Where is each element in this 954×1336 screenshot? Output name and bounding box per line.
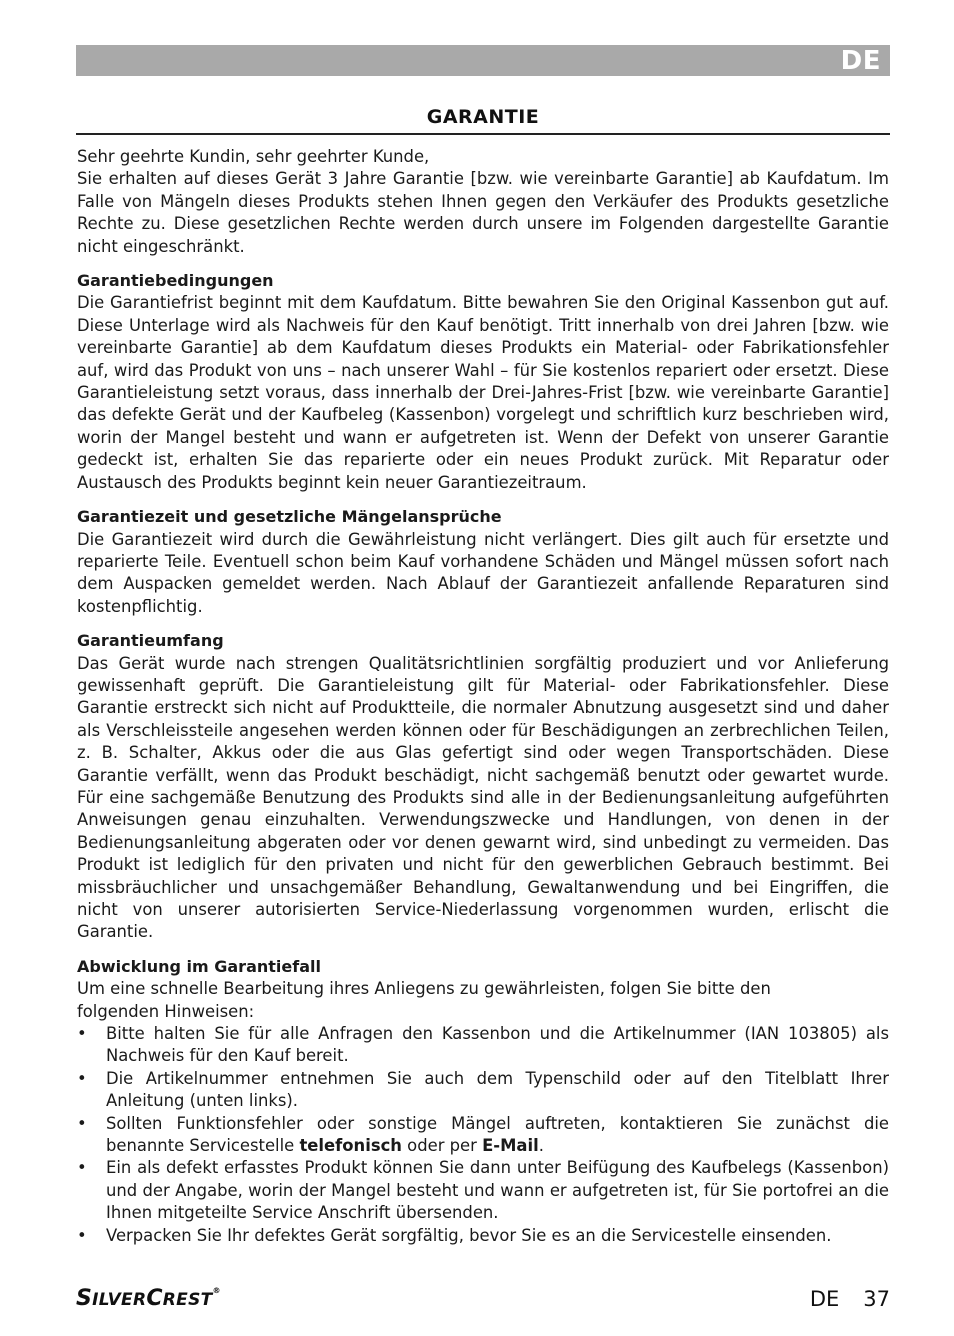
section-heading-period: Garantiezeit und gesetzliche Mängelansprüche bbox=[77, 507, 502, 527]
section-text-conditions: Die Garantiefrist beginnt mit dem Kaufdatum. Bitte bewahren Sie den Original Kassenbon gut auf. Diese Unterlage wird als Nachweis für den Kauf benötigt. Tritt innerhalb von drei Jahren [bzw. wie vereinbarte Garantie] ab dem Kaufdatum dieses Produkts ein Material- oder Fabrikationsfehler auf, wird das Produkt von uns – nach unserer Wahl – für Sie kostenlos repariert oder ersetzt. Diese Garantieleistung setzt voraus, dass innerhalb der Drei-Jahres-Frist [bzw. wie vereinbarte Garantie] das defekte Gerät und der Kaufbeleg (Kassenbon) vorgelegt und schriftlich kurz beschrieben wird, worin der Mangel besteht und wann er aufgetreten ist. Wenn der Defekt von unserer Garantie gedeckt ist, erhalten Sie das reparierte oder ein neues Produkt zurück. Mit Reparatur oder Austausch des Produkts beginnt kein neuer Garantiezeitraum. bbox=[77, 293, 889, 492]
list-item bbox=[77, 1023, 889, 1068]
registered-mark: ® bbox=[212, 1286, 221, 1295]
email-emphasis: E-Mail bbox=[482, 1136, 539, 1156]
section-heading-handling: Abwicklung im Garantiefall bbox=[77, 956, 321, 976]
list-item-text: Bitte halten Sie für alle Anfragen den Kassenbon und die Artikelnummer (IAN 103805) als Nachweis für den Kauf bereit. bbox=[106, 1024, 889, 1066]
list-item-text: Verpacken Sie Ihr defektes Gerät sorgfältig, bevor Sie es an die Servicestelle einsenden. bbox=[106, 1225, 832, 1245]
title-underline bbox=[76, 133, 890, 135]
section-heading-conditions: Garantiebedingungen bbox=[77, 271, 274, 291]
brand-logo-part: C bbox=[146, 1286, 163, 1311]
handling-intro-line-2: folgenden Hinweisen: bbox=[77, 1001, 255, 1021]
section-text-period: Die Garantiezeit wird durch die Gewährleistung nicht verlängert. Dies gilt auch für ersetzte und reparierte Teile. Eventuell schon beim Kauf vorhandene Schäden und Mängel müssen sofort nach dem Auspacken gemeldet werden. Nach Ablauf der Garantiezeit anfallende Reparaturen sind kostenpflichtig. bbox=[77, 529, 889, 616]
list-item-text-part: . bbox=[538, 1136, 544, 1156]
bullet-icon: • bbox=[77, 1024, 87, 1044]
page-number: 37 bbox=[863, 1287, 890, 1311]
brand-logo-part: REST bbox=[162, 1290, 213, 1310]
handling-list bbox=[77, 1023, 889, 1247]
footer-language: DE bbox=[809, 1287, 840, 1311]
page-title: GARANTIE bbox=[426, 106, 540, 128]
section-heading-scope: Garantieumfang bbox=[77, 631, 224, 651]
list-item-text: Die Artikelnummer entnehmen Sie auch dem Typenschild oder auf den Titelblatt Ihrer Anleitung (unten links). bbox=[106, 1068, 889, 1111]
phone-emphasis: telefonisch bbox=[299, 1136, 402, 1156]
warranty-content bbox=[77, 146, 889, 1247]
bullet-icon: • bbox=[77, 1068, 87, 1088]
list-item-text: Ein als defekt erfasstes Produkt können Sie dann unter Beifügung des Kaufbelegs (Kassenbon) und der Angabe, worin der Mangel besteht und wann er aufgetreten ist, für Sie portofrei an die Ihnen mitgeteilte Service Anschrift übersenden. bbox=[106, 1158, 889, 1223]
list-item bbox=[77, 1225, 889, 1247]
list-item bbox=[77, 1068, 889, 1113]
list-item bbox=[77, 1157, 889, 1224]
bullet-icon: • bbox=[77, 1113, 87, 1133]
list-item bbox=[77, 1113, 889, 1158]
language-tag: DE bbox=[840, 46, 881, 76]
header-bar bbox=[76, 45, 890, 76]
brand-logo bbox=[76, 1286, 221, 1311]
salutation: Sehr geehrte Kundin, sehr geehrter Kunde, bbox=[77, 147, 430, 166]
brand-logo-part: ILVER bbox=[92, 1290, 147, 1310]
list-item-text-part: oder per bbox=[401, 1136, 483, 1156]
list-item-text-part: Sollten Funktionsfehler oder sonstige Mängel auftreten, kontaktieren Sie zunächst die benannte Servicestelle bbox=[106, 1113, 889, 1156]
bullet-icon: • bbox=[77, 1225, 87, 1245]
page-footer bbox=[810, 1287, 890, 1311]
section-text-scope: Das Gerät wurde nach strengen Qualitätsrichtlinien sorgfältig produziert und vor Anlieferung gewissenhaft geprüft. Die Garantieleistung gilt für Material- oder Fabrikationsfehler. Diese Garantie erstreckt sich nicht auf Produktteile, die normaler Abnutzung ausgesetzt sind und daher als Verschleissteile angesehen werden können oder für Beschädigungen an zerbrechlichen Teilen, z. B. Schalter, Akkus oder die aus Glas gefertigt sind oder wegen Transportschäden. Diese Garantie verfällt, wenn das Produkt beschädigt, nicht sachgemäß benutzt oder gewartet wurde. Für eine sachgemäße Benutzung des Produkts sind alle in der Bedienungsanleitung aufgeführten Anweisungen genau einzuhalten. Verwendungszwecke und Handlungen, von denen in der Bedienungsanleitung abgeraten oder vor denen gewarnt wird, sind unbedingt zu vermeiden. Das Produkt ist lediglich für den privaten und nicht für den gewerblichen Gebrauch bestimmt. Bei missbräuchlicher und unsachgemäßer Behandlung, Gewaltanwendung und bei Eingriffen, die nicht von unserer autorisierten Service-Niederlassung vorgenommen wurden, erlischt die Garantie. bbox=[77, 653, 889, 942]
intro-paragraph: Sie erhalten auf dieses Gerät 3 Jahre Garantie [bzw. wie vereinbarte Garantie] ab Kaufdatum. Im Falle von Mängeln dieses Produkts stehen Ihnen gegen den Verkäufer des Produkts gesetzliche Rechte zu. Diese gesetzlichen Rechte werden durch unsere im Folgenden dargestellte Garantie nicht eingeschränkt. bbox=[77, 169, 889, 256]
handling-intro-line-1: Um eine schnelle Bearbeitung ihres Anliegens zu gewährleisten, folgen Sie bitte den bbox=[77, 979, 771, 999]
list-item-text bbox=[106, 1114, 889, 1155]
brand-logo-part: S bbox=[76, 1286, 93, 1311]
bullet-icon: • bbox=[77, 1158, 87, 1178]
